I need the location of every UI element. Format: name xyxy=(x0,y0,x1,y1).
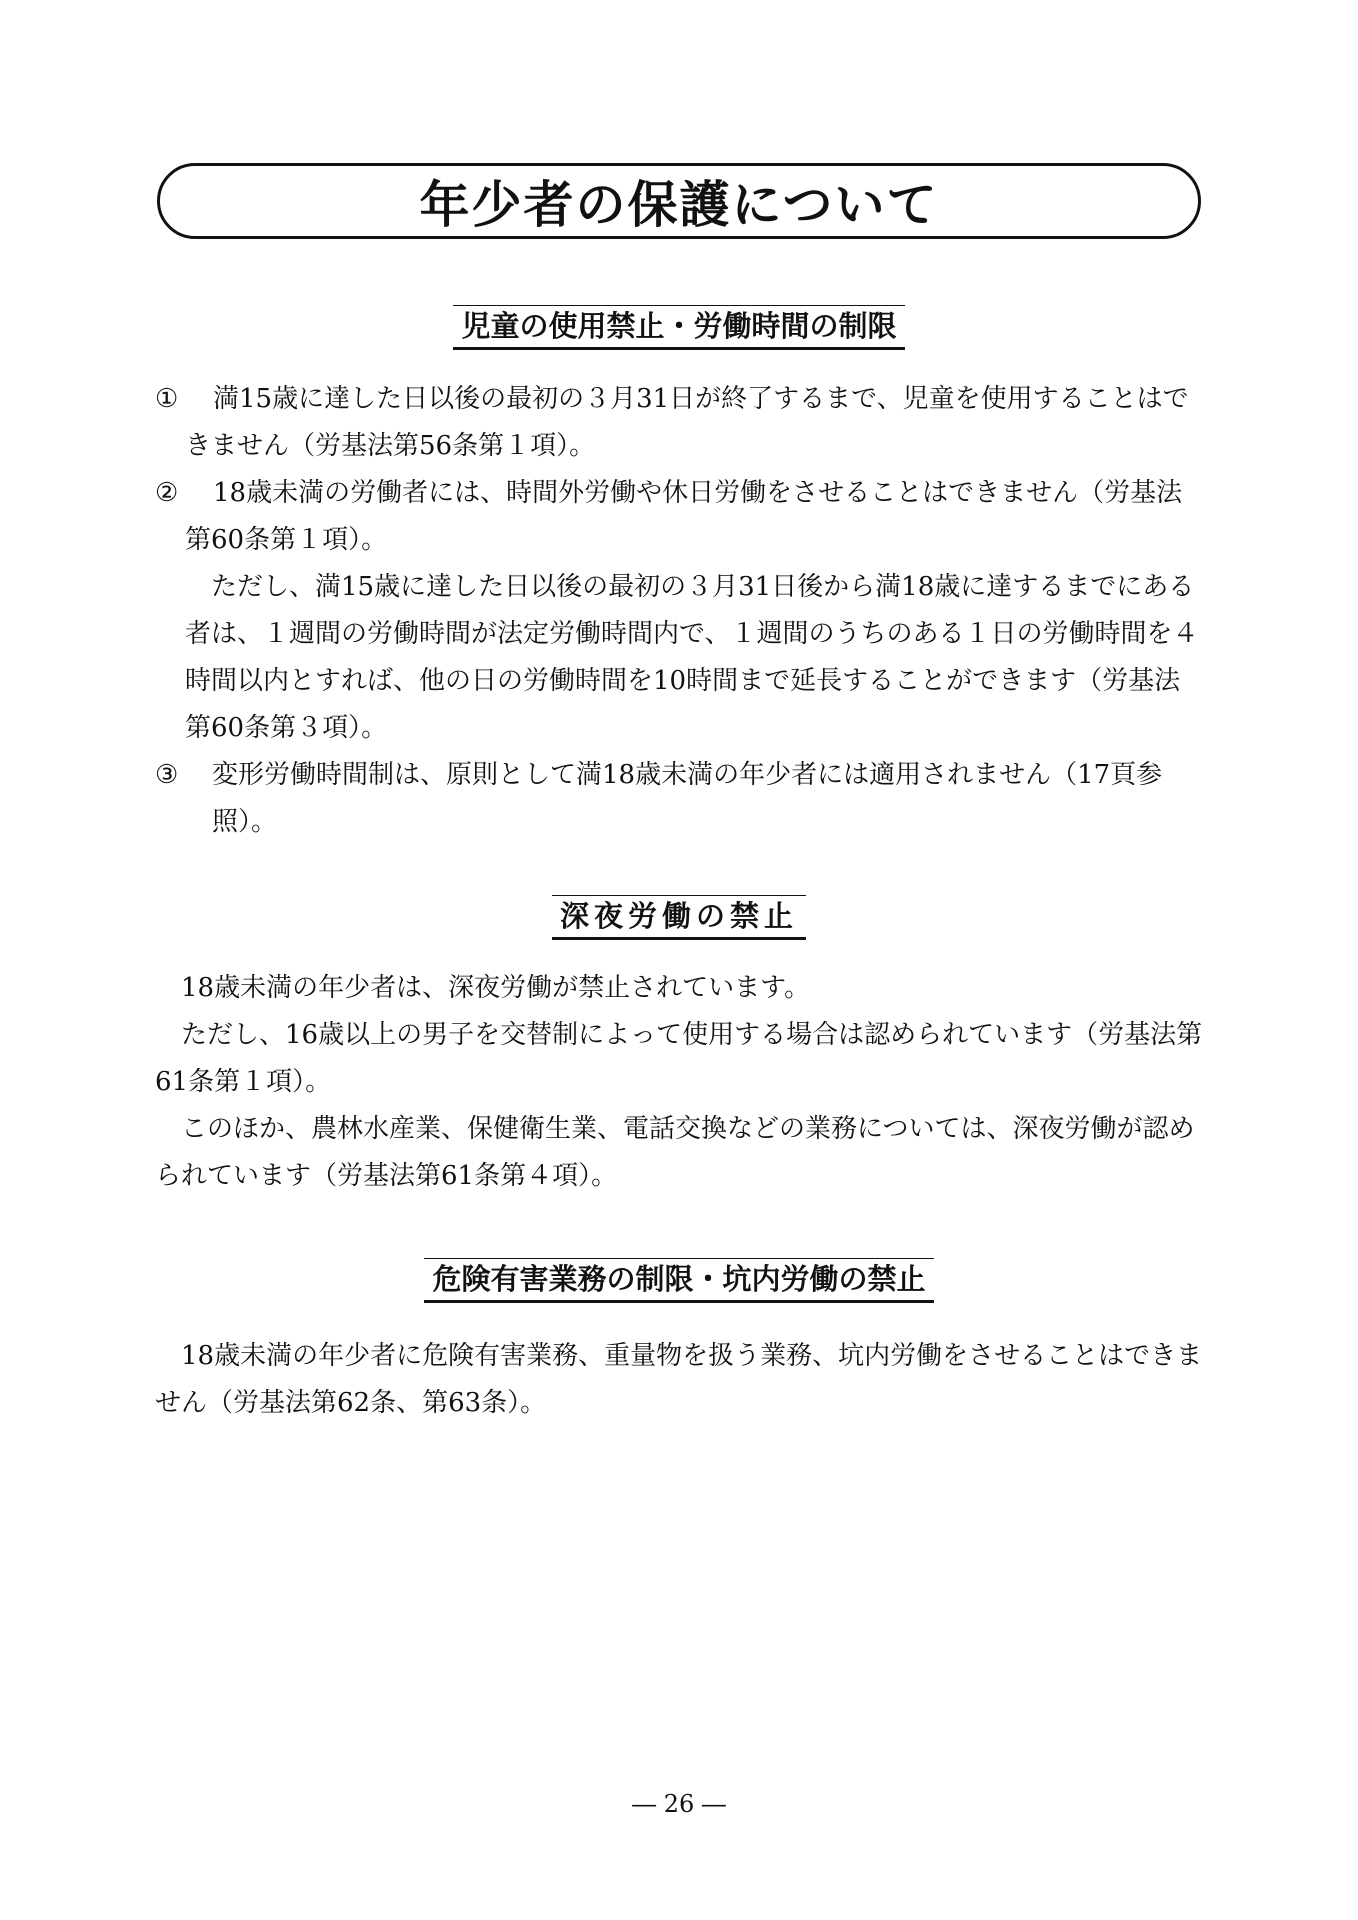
list-item xyxy=(155,376,1205,470)
list-item-number: ① xyxy=(155,384,179,414)
list-item-number: ② xyxy=(155,478,179,508)
section-heading-hazardous-work xyxy=(0,1258,1358,1303)
paragraph: 18歳未満の年少者は、深夜労働が禁止されています。 xyxy=(181,973,811,1003)
list-item xyxy=(155,752,1205,846)
section-body-child-labor xyxy=(155,376,1205,846)
section-heading-text: 児童の使用禁止・労働時間の制限 xyxy=(453,305,904,350)
paragraph: ただし、16歳以上の男子を交替制によって使用する場合は認められています（労基法第61条第１項）。 xyxy=(155,1020,1203,1097)
section-body-night-work xyxy=(155,965,1205,1200)
list-item-text: 変形労働時間制は、原則として満18歳未満の年少者には適用されません（17頁参照）。 xyxy=(212,760,1163,837)
title-box xyxy=(157,163,1201,239)
list-item-number: ③ xyxy=(155,760,179,790)
section-heading-child-labor xyxy=(0,305,1358,350)
page-number: ― 26 ― xyxy=(632,1790,726,1818)
list-item xyxy=(155,470,1205,564)
section-heading-text: 危険有害業務の制限・坑内労働の禁止 xyxy=(424,1258,933,1303)
paragraph: このほか、農林水産業、保健衛生業、電話交換などの業務については、深夜労働が認められています（労基法第61条第４項）。 xyxy=(155,1114,1195,1191)
section-heading-text: 深夜労働の禁止 xyxy=(552,895,806,940)
section-heading-night-work xyxy=(0,895,1358,940)
list-item-text: ただし、満15歳に達した日以後の最初の３月31日後から満18歳に達するまでにある者は、１週間の労働時間が法定労働時間内で、１週間のうちのある１日の労働時間を４時間以内とすれば、他の日の労働時間を10時間まで延長することができます（労基法第60条第３項）。 xyxy=(185,572,1199,743)
paragraph: 18歳未満の年少者に危険有害業務、重量物を扱う業務、坑内労働をさせることはできません（労基法第62条、第63条）。 xyxy=(155,1341,1203,1418)
page-title: 年少者の保護について xyxy=(419,176,939,234)
section-body-hazardous-work xyxy=(155,1333,1205,1427)
list-item-text: 満15歳に達した日以後の最初の３月31日が終了するまで、児童を使用することはできません（労基法第56条第１項）。 xyxy=(185,384,1189,461)
list-item xyxy=(155,564,1205,752)
list-item-text: 18歳未満の労働者には、時間外労働や休日労働をさせることはできません（労基法第60条第１項）。 xyxy=(185,478,1183,555)
